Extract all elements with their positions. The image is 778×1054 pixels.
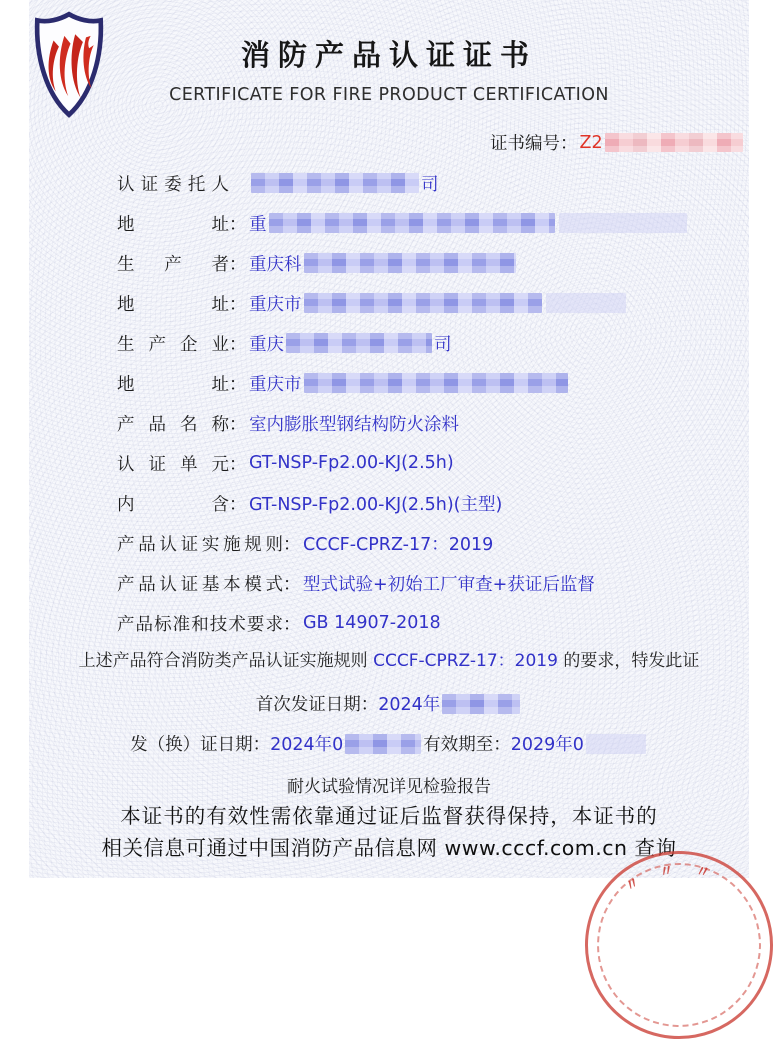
field-separator: ：: [229, 334, 247, 355]
field-row: [117, 523, 717, 563]
field-label: 认证委托人: [117, 174, 229, 195]
field-value: [303, 613, 441, 633]
field-row: [117, 563, 717, 603]
field-value: [249, 291, 628, 316]
page-subtitle: CERTIFICATE FOR FIRE PRODUCT CERTIFICATION: [169, 85, 609, 105]
field-row: [117, 443, 717, 483]
field-value-text: GB 14907-2018: [303, 613, 441, 633]
fire-test-note: 耐火试验情况详见检验报告: [287, 777, 491, 797]
shield-flame-logo-icon: [30, 8, 108, 124]
field-separator: ：: [229, 214, 247, 235]
field-value-visible: 司: [421, 174, 439, 195]
field-row: [117, 203, 717, 243]
field-value: [303, 531, 493, 556]
field-label: 产品标准和技术要求: [117, 614, 283, 635]
field-value-text: GT-NSP-Fp2.00-KJ(2.5h): [249, 453, 454, 473]
statement-pre: 上述产品符合消防类产品认证实施规则: [78, 651, 374, 671]
field-value: [249, 251, 518, 276]
field-label: 生产企业: [117, 334, 229, 355]
field-value-visible: 重庆: [249, 334, 284, 355]
field-value-text: 室内膨胀型钢结构防火涂料: [249, 414, 459, 435]
redaction-fade: [586, 734, 646, 754]
field-separator: ：: [283, 574, 301, 595]
certificate-number-row: [490, 130, 745, 155]
field-separator: ：: [229, 494, 247, 515]
field-value: [249, 331, 452, 356]
first-issue-value: 2024年: [378, 695, 441, 715]
field-row: [117, 603, 717, 643]
field-label: 地址: [117, 374, 229, 395]
field-separator: ：: [229, 414, 247, 435]
field-label: 产品认证实施规则: [117, 534, 283, 555]
field-row: [117, 243, 717, 283]
field-value: [249, 491, 502, 516]
field-row: [117, 483, 717, 523]
field-separator: ：: [283, 534, 301, 555]
reissue-date-row: [29, 731, 749, 756]
field-value-visible: 重庆市: [249, 374, 302, 395]
redaction-block: [442, 694, 520, 714]
redaction-block: [251, 173, 419, 193]
certificate-number-redaction: [605, 133, 743, 152]
field-row: [117, 363, 717, 403]
field-value-text: CCCF-CPRZ-17：2019: [303, 534, 494, 555]
field-separator: ：: [229, 454, 247, 475]
field-value-visible: 重: [249, 214, 267, 235]
field-separator: ：: [283, 614, 301, 635]
red-round-stamp-icon: [570, 836, 778, 1054]
valid-until-value: 2029年0: [510, 735, 584, 755]
field-row: [117, 163, 717, 203]
redaction-block: [304, 293, 542, 313]
field-separator: ：: [229, 374, 247, 395]
field-label: 产品名称: [117, 414, 229, 435]
field-value: [249, 171, 439, 196]
field-value: [249, 411, 459, 436]
first-issue-label: 首次发证日期：: [255, 695, 379, 715]
field-row: [117, 403, 717, 443]
seal-glyph: 〃: [621, 872, 644, 896]
certificate-number-prefix: Z2: [579, 132, 603, 153]
redaction-block: [304, 373, 568, 393]
page-title: 消防产品认证证书: [240, 38, 537, 72]
field-label: 内含: [117, 494, 229, 515]
certificate-page: [29, 0, 749, 896]
field-label: 地址: [117, 294, 229, 315]
field-value: [249, 211, 689, 236]
field-label: 认证单元: [117, 454, 229, 475]
reissue-label: 发（换）证日期：: [130, 735, 271, 755]
field-separator: ：: [229, 254, 247, 275]
field-separator: ：: [229, 294, 247, 315]
redaction-block: [286, 333, 432, 353]
valid-until-label: 有效期至：: [423, 735, 511, 755]
statement-post: 的要求，特发此证: [557, 651, 700, 671]
field-row: [117, 323, 717, 363]
redaction-fade: [546, 293, 626, 313]
footer-line-1: 本证书的有效性需依靠通过证后监督获得保持，本证书的: [120, 804, 658, 828]
reissue-value: 2024年0: [270, 735, 344, 755]
redaction-block: [345, 734, 421, 754]
redaction-block: [304, 253, 516, 273]
seal-glyph: 〃: [694, 861, 712, 882]
field-value: [303, 571, 595, 596]
field-label: 地址: [117, 214, 229, 235]
field-value: [249, 453, 454, 473]
footer-line-2: 相关信息可通过中国消防产品信息网 www.cccf.com.cn 查询: [101, 836, 677, 860]
fields: [117, 163, 717, 643]
certificate-number-label: 证书编号：: [490, 134, 578, 154]
redaction-fade: [559, 213, 687, 233]
field-row: [117, 283, 717, 323]
statement-rule-code: CCCF-CPRZ-17：2019: [373, 651, 558, 671]
redaction-block: [269, 213, 555, 233]
field-value-text: GT-NSP-Fp2.00-KJ(2.5h)(主型): [249, 494, 503, 515]
field-label: 产品认证基本模式: [117, 574, 283, 595]
field-value-visible: 重庆科: [249, 254, 302, 275]
field-label: 生产者: [117, 254, 229, 275]
field-value: [249, 371, 570, 396]
seal-glyph: 〃: [657, 860, 676, 882]
first-issue-date-row: [29, 691, 749, 716]
field-value-visible: 司: [434, 334, 452, 355]
statement-line: [29, 646, 749, 671]
field-value-visible: 重庆市: [249, 294, 302, 315]
field-value-text: 型式试验+初始工厂审查+获证后监督: [303, 574, 595, 595]
